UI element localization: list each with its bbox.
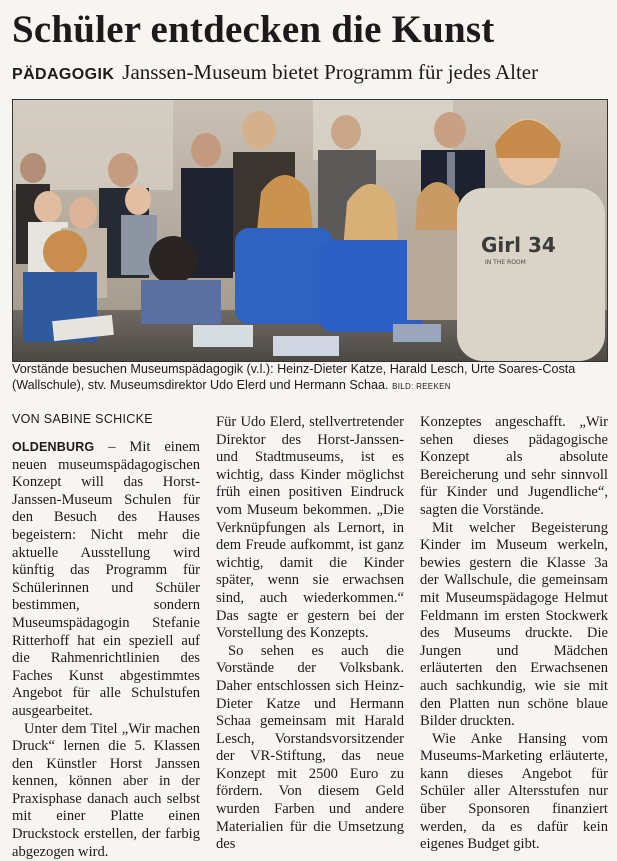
caption-text: Vorstände besuchen Museumspädagogik (v.l.): Heinz-Dieter Katze, Harald Lesch, Urte Soares-Costa (Wallschule), stv. Museumsdirektor Udo Elerd und Hermann Schaa. — [12, 362, 575, 392]
subheadline — [12, 59, 612, 88]
byline: VON SABINE SCHICKE — [12, 412, 153, 426]
subheadline-text: Janssen-Museum bietet Programm für jedes Alter — [122, 60, 538, 84]
article-column-3 — [420, 414, 608, 854]
headline: Schüler entdecken die Kunst — [12, 8, 612, 52]
paragraph: Mit welcher Begeisterung Kinder im Museum werkeln, bewies gestern die Klasse 3a der Wallschule, die gemeinsam mit Museumspädagoge Helmut Feldmann im ersten Stockwerk des Museums druckte. Die Jungen und Mädchen erläuterten den Erwachsenen auch sachkundig, wie sie mit den Platten nun schöne blaue Bilder druckten. — [420, 520, 608, 731]
shirt-print-small: IN THE ROOM — [485, 259, 526, 266]
paragraph: Für Udo Elerd, stellvertretender Direktor des Horst-Janssen- und Stadtmuseums, ist es wichtig, dass Kinder möglichst früh einen positiven Eindruck vom Museum bekommen. „Die Verknüpfungen als Lernort, in dem Freude aufkommt, ist ganz wichtig, damit die Kinder später, wenn sie erwachsen sind, auch wiederkommen.“ Das sagte er gestern bei der Vorstellung des Konzepts. — [216, 414, 404, 643]
paragraph: Konzeptes angeschafft. „Wir sehen dieses pädagogische Konzept als absolute Bereicherung und sehr sinnvoll für Kinder und Jugendliche“, sagten die Vorstände. — [420, 414, 608, 520]
shirt-print: Girl 34 — [481, 233, 556, 257]
paragraph: Wie Anke Hansing vom Museums-Marketing erläuterte, kann dieses Angebot für Schüler aller Altersstufen nur über Sponsoren finanziert werden, da es dafür kein eigenes Budget gibt. — [420, 731, 608, 854]
photo-caption — [12, 361, 608, 395]
photo-credit: BILD: REEKEN — [392, 382, 451, 391]
paragraph-text: – Mit einem neuen museumspädagogischen Konzept will das Horst-Janssen-Museum Schulen für den Besuch des Hauses begeistern: Nicht mehr die aktuelle Ausstellung wird künftig das Programm für Schülerinnen und Schüler bestimmen, sondern Museumspädagogin Stefanie Ritterhoff hat ein speziell auf die Rahmenrichtlinien des Faches Kunst abgestimmtes Angebot für alle Schulstufen ausgearbeitet. — [12, 439, 200, 719]
article-column-1 — [12, 439, 200, 861]
article-photo — [12, 99, 608, 362]
paragraph: So sehen es auch die Vorstände der Volksbank. Daher entschlossen sich Heinz-Dieter Katze und Hermann Schaa gemeinsam mit Harald Lesch, Vorstandsvorsitzender der VR-Stiftung, das neue Konzept mit 2500 Euro zu fördern. Von diesem Geld wurden Farben und andere Materialien für die Umsetzung des — [216, 643, 404, 854]
paragraph — [12, 439, 200, 721]
article-column-2 — [216, 414, 404, 854]
section-kicker: PÄDAGOGIK — [12, 66, 114, 83]
paragraph: Unter dem Titel „Wir machen Druck“ lernen die 5. Klassen den Künstler Horst Janssen kennen, können aber in der Praxisphase danach auch selbst mit einer Platte einen Druckstock erstellen, der farbig abgezogen wird. — [12, 721, 200, 861]
dateline: OLDENBURG — [12, 440, 94, 454]
